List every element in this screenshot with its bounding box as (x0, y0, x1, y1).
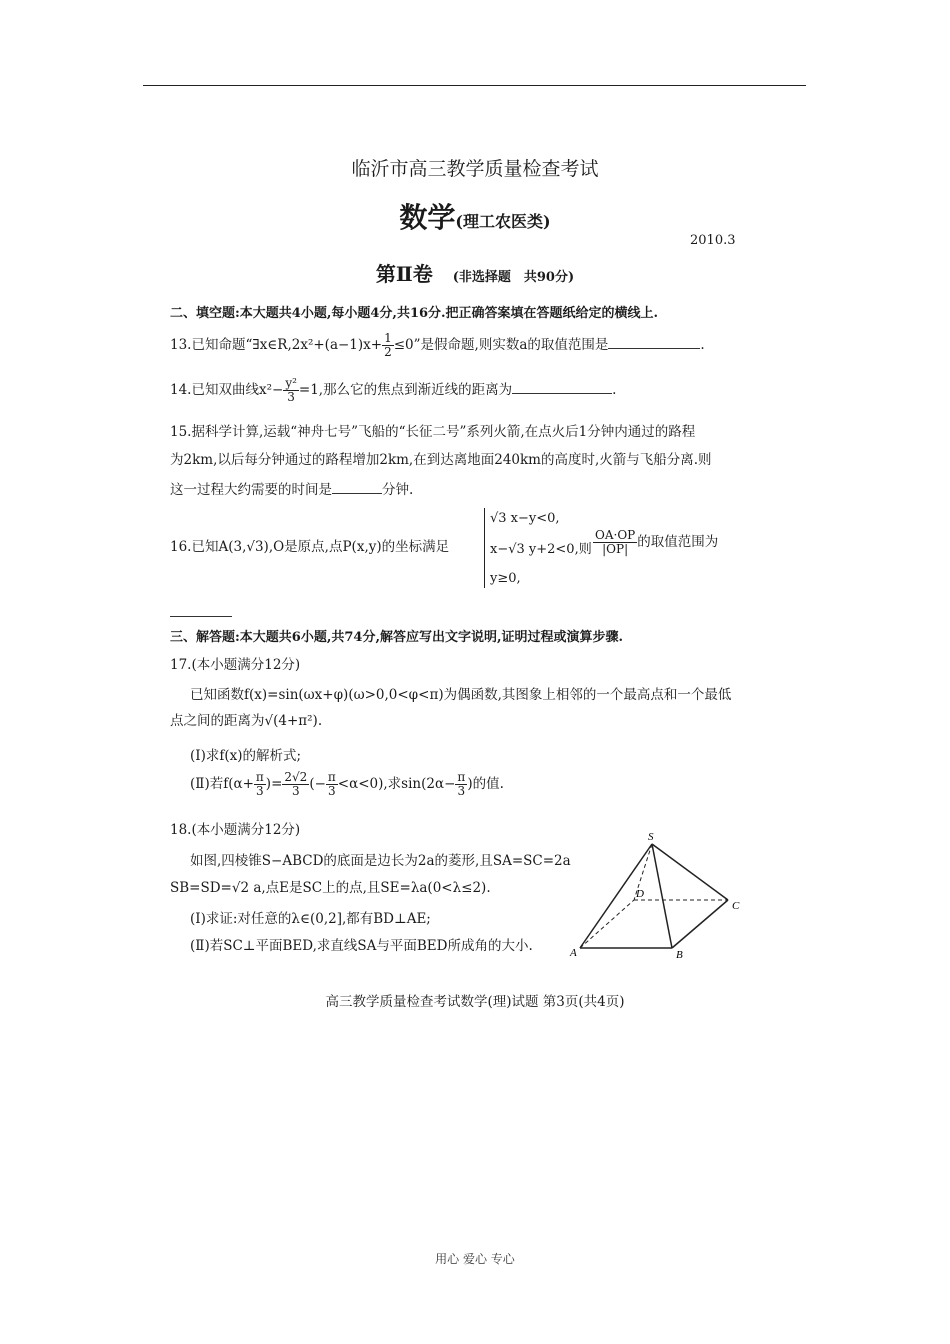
question-14 (170, 377, 616, 404)
q15-line1: 15.据科学计算,运载“神舟七号”飞船的“长征二号”系列火箭,在点火后1分钟内通过的路程 (170, 424, 696, 440)
q13-frac-den: 2 (384, 345, 392, 360)
volume-heading (0, 258, 950, 287)
q14-answer-blank (512, 381, 612, 394)
exam-title: 临沂市高三教学质量检查考试 (351, 158, 599, 180)
q14-pre: 14.已知双曲线x²− (170, 382, 284, 399)
q18-part2: (Ⅱ)若SC⊥平面BED,求直线SA与平面BED所成角的大小. (190, 938, 533, 954)
q18-part1: (Ⅰ)求证:对任意的λ∈(0,2],都有BD⊥AE; (190, 911, 431, 927)
pyramid-figure (566, 830, 756, 965)
q14-end: . (612, 382, 617, 399)
q13-end: . (700, 337, 705, 354)
q17-f4-num: π (457, 770, 466, 784)
q17-f4-den: 3 (457, 784, 466, 799)
volume-label: 第Ⅱ卷 (375, 262, 433, 286)
q17-f3 (326, 771, 338, 798)
q17-part2-end: )的值. (467, 776, 504, 793)
q17-part2-mid2: <α<0),求sin(2α− (337, 776, 456, 793)
q15-line2: 为2km,以后每分钟通过的路程增加2km,在到达离地面240km的高度时,火箭与飞船分离.则 (170, 452, 712, 468)
q17-f2 (282, 771, 309, 798)
q15-line3-pre: 这一过程大约需要的时间是 (170, 482, 332, 498)
q16-frac-den: |OP| (602, 542, 629, 557)
top-rule (143, 85, 806, 86)
edge-SB (652, 844, 672, 948)
section3-heading: 三、解答题:本大题共6小题,共74分,解答应写出文字说明,证明过程或演算步骤. (170, 630, 624, 645)
q15-line3-post: 分钟. (382, 482, 414, 498)
q16-fraction-expr (593, 529, 718, 556)
q16-system-1: √3 x−y<0, (490, 511, 560, 526)
bottom-motto: 用心 爱心 专心 (435, 1252, 515, 1266)
q16-system-3: y≥0, (490, 571, 521, 586)
q15-line3 (170, 481, 413, 498)
page-footer: 高三教学质量检查考试数学(理)试题 第3页(共4页) (325, 994, 625, 1010)
q17-f3-den: 3 (328, 784, 336, 799)
q13-frac-num: 1 (384, 331, 392, 345)
q17-part2-pre: (Ⅱ)若f(α+ (190, 776, 254, 793)
edge-SC (652, 844, 728, 900)
label-C: C (732, 900, 740, 912)
q17-part2-mid1: (− (309, 776, 326, 793)
q16-sys2-text: x−√3 y+2<0, (490, 542, 579, 557)
q16-pre: 16.已知A(3,√3),O是原点,点P(x,y)的坐标满足 (170, 539, 450, 555)
edge-BC (672, 900, 728, 948)
subject-heading (0, 196, 950, 236)
q16-mid: 则 (578, 542, 592, 557)
label-S: S (648, 831, 654, 843)
q15-answer-blank (332, 481, 382, 494)
q18-line2: SB=SD=√2 a,点E是SC上的点,且SE=λa(0<λ≤2). (170, 880, 491, 896)
q14-fraction (283, 377, 299, 404)
subject-note: (理工农医类) (455, 212, 551, 231)
subject-name: 数学 (399, 201, 456, 234)
q17-f1-den: 3 (256, 784, 264, 799)
q14-post: =1,那么它的焦点到渐近线的距离为 (298, 382, 513, 399)
q17-title: 17.(本小题满分12分) (170, 657, 301, 673)
q17-f1 (254, 771, 266, 798)
q17-part2 (190, 771, 504, 798)
q18-line1: 如图,四棱锥S−ABCD的底面是边长为2a的菱形,且SA=SC=2a (190, 853, 571, 869)
q16-fraction (593, 529, 637, 556)
q14-frac-den: 3 (287, 390, 295, 405)
q17-line2: 点之间的距离为√(4+π²). (170, 713, 323, 729)
q17-f3-num: π (327, 770, 336, 784)
q16-system-2 (490, 542, 592, 558)
label-D: D (636, 888, 644, 900)
q17-f4 (455, 771, 467, 798)
q16-frac-num: OA·OP (595, 528, 636, 542)
section2-heading: 二、填空题:本大题共4小题,每小题4分,共16分.把正确答案填在答题纸给定的横线上. (170, 306, 659, 321)
q17-part1: (Ⅰ)求f(x)的解析式; (190, 748, 302, 764)
label-A: A (570, 947, 577, 959)
q16-post: 的取值范围为 (637, 534, 719, 551)
q17-part2-eq: )= (265, 776, 283, 793)
q13-post: ≤0”是假命题,则实数a的取值范围是 (393, 337, 609, 354)
q17-line1: 已知函数f(x)=sin(ωx+φ)(ω>0,0<φ<π)为偶函数,其图象上相邻的一个最高点和一个最低 (190, 687, 732, 703)
q13-pre: 13.已知命题“∃x∈R,2x²+(a−1)x+ (170, 337, 383, 354)
q14-frac-num: y² (285, 376, 297, 390)
q16-answer-blank (170, 602, 232, 621)
q13-answer-blank (608, 336, 700, 349)
label-B: B (676, 949, 683, 961)
edge-AD (580, 900, 634, 948)
q13-fraction (382, 332, 394, 359)
exam-date: 2010.3 (690, 233, 736, 248)
volume-note: (非选择题 共90分) (452, 270, 575, 285)
q17-f2-num: 2√2 (284, 770, 308, 784)
q17-f2-den: 3 (292, 784, 300, 799)
question-13 (170, 332, 705, 359)
q17-f1-num: π (255, 770, 264, 784)
q18-title: 18.(本小题满分12分) (170, 822, 301, 838)
